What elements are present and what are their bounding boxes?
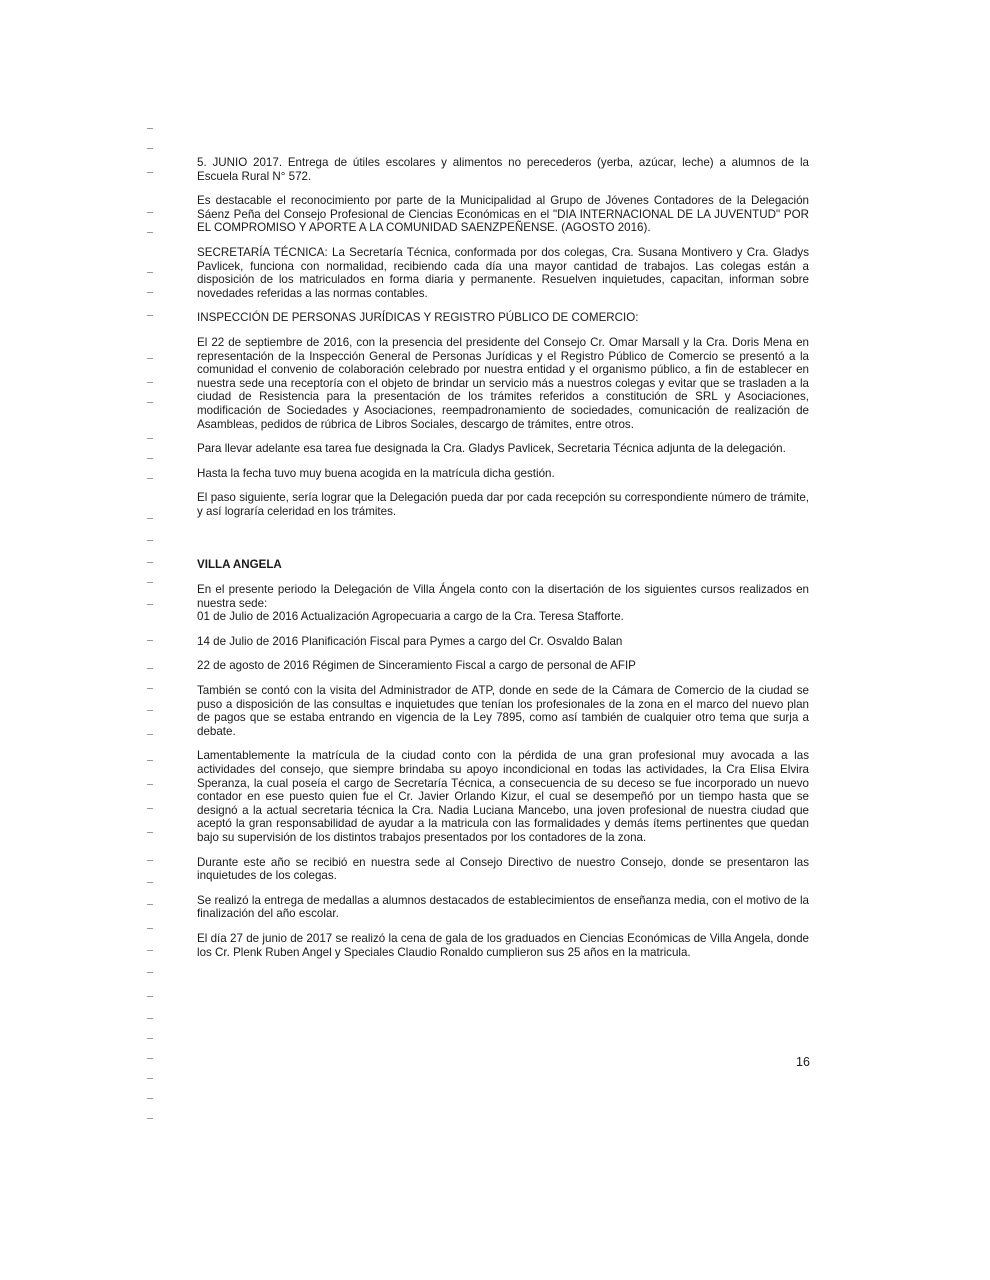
paragraph-gala: El día 27 de junio de 2017 se realizó la cena de gala de los graduados en Ciencias Económicas de Villa Angela, donde los Cr. Plenk Ruben Angel y Speciales Claudio Ronaldo cumplieron sus 25 años en la matricula. [197,931,809,959]
paragraph-courses-intro: En el presente periodo la Delegación de Villa Ángela conto con la disertación de los siguientes cursos realizados en nuestra sede: [197,583,809,610]
paragraph-atp-visit: También se contó con la visita del Administrador de ATP, donde en sede de la Cámara de Comercio de la ciudad se puso a disposición de las consultas e inquietudes que tenían los profesionales de la zona en el marco del nuevo plan de pagos que se estaba entrando en vigencia de la Ley 7895, como así también de cualquier otro tema que surja a debate. [197,684,809,738]
section-heading-villa-angela: VILLA ANGELA [197,558,282,572]
paragraph-designation: Para llevar adelante esa tarea fue designada la Cra. Gladys Pavlicek, Secretaria Técnica adjunta de la delegación. [197,442,786,456]
paragraph-medals: Se realizó la entrega de medallas a alumnos destacados de establecimientos de enseñanza media, con el motivo de la finalización del año escolar. [197,893,809,921]
paragraph-reception: Hasta la fecha tuvo muy buena acogida en la matrícula dicha gestión. [197,466,555,480]
paragraph-loss: Lamentablemente la matrícula de la ciudad conto con la pérdida de una gran profesional muy avocada a las actividades del consejo, que siempre brindaba su apoyo incondicional en todas las actividades, la Cra Elisa Elvira Speranza, la cual poseía el cargo de Secretaría Técnica, a consecuencia de su deceso se fue incorporado un nuevo contador en ese puesto quien fue el Cr. Javier Orlando Kizur, el cual se desempeñó por un tiempo hasta que se designó a la actual secretaria técnica la Cra. Nadia Luciana Mancebo, una joven profesional de nuestra ciudad que aceptó la gran responsabilidad de ayudar a la matricula con las formalidades y demás ítems pertinentes que quedan bajo su supervisión de los distintos trabajos presentados por los contadores de la zona. [197,749,809,844]
section-heading-ipj: INSPECCIÓN DE PERSONAS JURÍDICAS Y REGISTRO PÚBLICO DE COMERCIO: [197,311,639,325]
course-item: 22 de agosto de 2016 Régimen de Sinceramiento Fiscal a cargo de personal de AFIP [197,659,636,673]
paragraph-municipal-recognition: Es destacable el reconocimiento por parte de la Municipalidad al Grupo de Jóvenes Contadores de la Delegación Sáenz Peña del Consejo Profesional de Ciencias Económicas en el "DIA INTERNACIONAL DE LA JUVENTUD" POR EL COMPROMISO Y APORTE A LA COMUNIDAD SAENZPEÑENSE. (AGOSTO 2016). [197,194,809,235]
document-body [197,156,809,970]
paragraph-technical-secretariat: SECRETARÍA TÉCNICA: La Secretaría Técnica, conformada por dos colegas, Cra. Susana Montivero y Cra. Gladys Pavlicek, funciona con normalidad, recibiendo cada día una mayor cantidad de trabajos. Las colegas están a disposición de los matriculados en forma diaria y permanente. Resuelven inquietudes, capacitan, informan sobre novedades referidas a las normas contables. [197,245,809,300]
paragraph-ipj-agreement: El 22 de septiembre de 2016, con la presencia del presidente del Consejo Cr. Omar Marsall y la Cra. Doris Mena en representación de la Inspección General de Personas Jurídicas y el Registro Público de Comercio se presentó a la comunidad el convenio de colaboración celebrado por nuestra entidad y el organismo público, a fin de establecer en nuestra sede una receptoría con el objeto de brindar un servicio más a nuestros colegas y evitar que se trasladen a la ciudad de Resistencia para la presentación de los trámites referidos a constitución de SRL y Asociaciones, modificación de Sociedades y Asociaciones, reempadronamiento de sociedades, comunicación de realización de Asambleas, pedidos de rúbrica de Libros Sociales, descargo de trámites, entre otros. [197,335,809,431]
course-item: 14 de Julio de 2016 Planificación Fiscal para Pymes a cargo del Cr. Osvaldo Balan [197,634,623,648]
paragraph-next-step: El paso siguiente, sería lograr que la Delegación pueda dar por cada recepción su correspondiente número de trámite, y así lograría celeridad en los trámites. [197,491,809,518]
paragraph-board-visit: Durante este año se recibió en nuestra sede al Consejo Directivo de nuestro Consejo, donde se presentaron las inquietudes de los colegas. [197,855,809,883]
page-number: 16 [796,1055,810,1069]
scan-margin-marks [145,120,157,1130]
course-item: 01 de Julio de 2016 Actualización Agropecuaria a cargo de la Cra. Teresa Stafforte. [197,610,624,624]
paragraph-june-2017: 5. JUNIO 2017. Entrega de útiles escolares y alimentos no perecederos (yerba, azúcar, leche) a alumnos de la Escuela Rural N° 572. [197,156,809,183]
